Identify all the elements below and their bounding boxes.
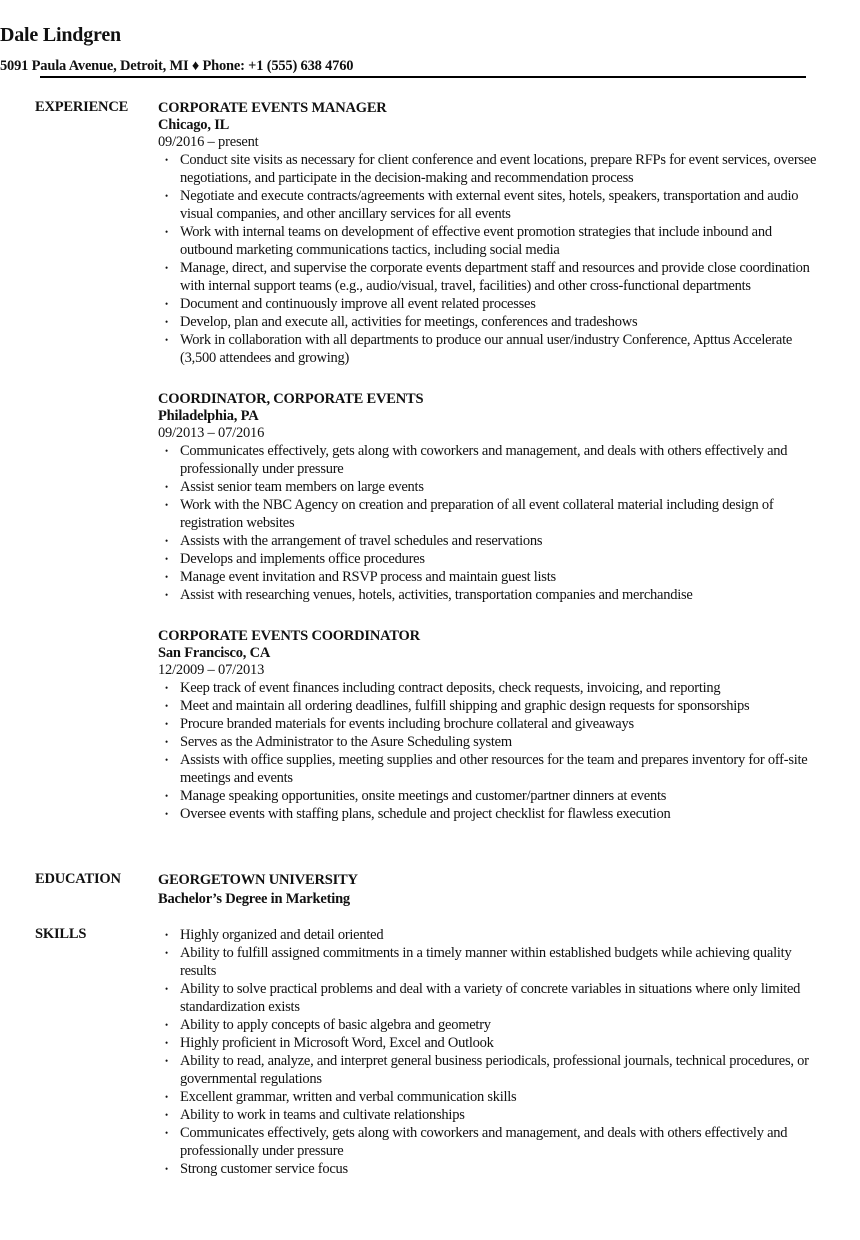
list-item bbox=[158, 478, 818, 496]
bullet-icon: • bbox=[165, 755, 168, 765]
list-item-text: Work with the NBC Agency on creation and preparation of all event collateral material including design of registration websites bbox=[180, 497, 774, 531]
bullet-icon: • bbox=[165, 155, 168, 165]
list-item-text: Assist senior team members on large events bbox=[180, 479, 424, 495]
list-item bbox=[158, 805, 818, 823]
list-item-text: Negotiate and execute contracts/agreements with external event sites, hotels, speakers, transportation and audio visual companies, and other ancillary services for all events bbox=[180, 188, 799, 222]
list-item-text: Manage speaking opportunities, onsite meetings and customer/partner dinners at events bbox=[180, 788, 667, 804]
bullet-icon: • bbox=[165, 1164, 168, 1174]
education-degree: Bachelor’s Degree in Marketing bbox=[158, 891, 350, 907]
bullet-icon: • bbox=[165, 335, 168, 345]
experience-list bbox=[158, 99, 818, 846]
list-item-text: Procure branded materials for events including brochure collateral and giveaways bbox=[180, 716, 634, 732]
bullet-icon: • bbox=[165, 572, 168, 582]
job-location: Philadelphia, PA bbox=[158, 408, 259, 424]
list-item-text: Assist with researching venues, hotels, activities, transportation companies and merchandise bbox=[180, 587, 693, 603]
list-item bbox=[158, 1160, 818, 1178]
contact-info: 5091 Paula Avenue, Detroit, MI ♦ Phone: +1 (555) 638 4760 bbox=[0, 58, 354, 74]
list-item bbox=[158, 568, 818, 586]
bullet-icon: • bbox=[165, 317, 168, 327]
list-item-text: Highly proficient in Microsoft Word, Excel and Outlook bbox=[180, 1035, 494, 1051]
bullet-icon: • bbox=[165, 683, 168, 693]
bullet-icon: • bbox=[165, 1128, 168, 1138]
list-item bbox=[158, 980, 818, 1016]
job-entry bbox=[158, 390, 818, 604]
list-item bbox=[158, 679, 818, 697]
candidate-name: Dale Lindgren bbox=[0, 24, 121, 46]
list-item-text: Ability to fulfill assigned commitments in a timely manner within established budgets while achieving quality results bbox=[180, 945, 792, 979]
list-item-text: Communicates effectively, gets along with coworkers and management, and deals with others effectively and professionally under pressure bbox=[180, 443, 788, 477]
list-item bbox=[158, 442, 818, 478]
list-item bbox=[158, 926, 818, 944]
bullet-icon: • bbox=[165, 536, 168, 546]
list-item bbox=[158, 1124, 818, 1160]
list-item-text: Manage, direct, and supervise the corporate events department staff and resources and provide close coordination with internal support teams (e.g., audio/visual, travel, facilities) and other cross-functional departments bbox=[180, 260, 810, 294]
bullet-icon: • bbox=[165, 791, 168, 801]
job-bullets bbox=[158, 442, 818, 604]
bullet-icon: • bbox=[165, 1038, 168, 1048]
list-item-text: Highly organized and detail oriented bbox=[180, 927, 384, 943]
bullet-icon: • bbox=[165, 984, 168, 994]
list-item-text: Ability to solve practical problems and deal with a variety of concrete variables in situations where only limited standardization exists bbox=[180, 981, 801, 1015]
list-item-text: Document and continuously improve all event related processes bbox=[180, 296, 536, 312]
list-item-text: Ability to apply concepts of basic algebra and geometry bbox=[180, 1017, 491, 1033]
list-item bbox=[158, 313, 818, 331]
bullet-icon: • bbox=[165, 299, 168, 309]
bullet-icon: • bbox=[165, 554, 168, 564]
job-dates: 09/2016 – present bbox=[158, 134, 259, 150]
job-bullets bbox=[158, 151, 818, 367]
bullet-icon: • bbox=[165, 191, 168, 201]
bullet-icon: • bbox=[165, 263, 168, 273]
job-location: Chicago, IL bbox=[158, 117, 230, 133]
list-item bbox=[158, 223, 818, 259]
list-item-text: Work in collaboration with all departments to produce our annual user/industry Conference, Apttus Accelerate (3,500 attendees and growing) bbox=[180, 332, 793, 366]
header-divider bbox=[40, 76, 806, 78]
list-item bbox=[158, 751, 818, 787]
list-item bbox=[158, 550, 818, 568]
list-item-text: Oversee events with staffing plans, schedule and project checklist for flawless execution bbox=[180, 806, 671, 822]
list-item-text: Strong customer service focus bbox=[180, 1161, 348, 1177]
list-item bbox=[158, 259, 818, 295]
list-item bbox=[158, 944, 818, 980]
list-item-text: Work with internal teams on development of effective event promotion strategies that include inbound and outbound marketing communications tactics, including social media bbox=[180, 224, 772, 258]
job-title: COORDINATOR, CORPORATE EVENTS bbox=[158, 391, 424, 407]
job-entry bbox=[158, 627, 818, 823]
bullet-icon: • bbox=[165, 1110, 168, 1120]
job-dates: 12/2009 – 07/2013 bbox=[158, 662, 265, 678]
bullet-icon: • bbox=[165, 482, 168, 492]
list-item-text: Develops and implements office procedures bbox=[180, 551, 425, 567]
skills-list bbox=[158, 926, 818, 1178]
bullet-icon: • bbox=[165, 590, 168, 600]
bullet-icon: • bbox=[165, 948, 168, 958]
bullet-icon: • bbox=[165, 500, 168, 510]
list-item bbox=[158, 151, 818, 187]
skills-entry bbox=[158, 926, 818, 1178]
bullet-icon: • bbox=[165, 227, 168, 237]
job-title: CORPORATE EVENTS COORDINATOR bbox=[158, 628, 420, 644]
bullet-icon: • bbox=[165, 1056, 168, 1066]
list-item-text: Assists with the arrangement of travel schedules and reservations bbox=[180, 533, 543, 549]
list-item-text: Communicates effectively, gets along with coworkers and management, and deals with others effectively and professionally under pressure bbox=[180, 1125, 788, 1159]
list-item bbox=[158, 715, 818, 733]
education-entry bbox=[158, 871, 818, 909]
list-item bbox=[158, 586, 818, 604]
section-label-education: EDUCATION bbox=[35, 871, 121, 887]
list-item-text: Ability to work in teams and cultivate relationships bbox=[180, 1107, 465, 1123]
job-location: San Francisco, CA bbox=[158, 645, 271, 661]
list-item-text: Ability to read, analyze, and interpret general business periodicals, professional journals, technical procedures, or governmental regulations bbox=[180, 1053, 809, 1087]
list-item-text: Keep track of event finances including contract deposits, check requests, invoicing, and reporting bbox=[180, 680, 721, 696]
job-dates: 09/2013 – 07/2016 bbox=[158, 425, 265, 441]
bullet-icon: • bbox=[165, 719, 168, 729]
bullet-icon: • bbox=[165, 737, 168, 747]
education-school: GEORGETOWN UNIVERSITY bbox=[158, 872, 358, 888]
list-item bbox=[158, 532, 818, 550]
bullet-icon: • bbox=[165, 1092, 168, 1102]
list-item bbox=[158, 1034, 818, 1052]
list-item-text: Develop, plan and execute all, activities for meetings, conferences and tradeshows bbox=[180, 314, 638, 330]
list-item-text: Meet and maintain all ordering deadlines, fulfill shipping and graphic design requests for sponsorships bbox=[180, 698, 750, 714]
bullet-icon: • bbox=[165, 809, 168, 819]
list-item bbox=[158, 697, 818, 715]
job-title: CORPORATE EVENTS MANAGER bbox=[158, 100, 387, 116]
list-item-text: Manage event invitation and RSVP process and maintain guest lists bbox=[180, 569, 556, 585]
section-label-skills: SKILLS bbox=[35, 926, 87, 942]
list-item bbox=[158, 787, 818, 805]
list-item-text: Assists with office supplies, meeting supplies and other resources for the team and prepares inventory for off-site meetings and events bbox=[180, 752, 808, 786]
list-item bbox=[158, 496, 818, 532]
list-item bbox=[158, 331, 818, 367]
list-item bbox=[158, 1016, 818, 1034]
bullet-icon: • bbox=[165, 701, 168, 711]
list-item-text: Excellent grammar, written and verbal communication skills bbox=[180, 1089, 517, 1105]
bullet-icon: • bbox=[165, 1020, 168, 1030]
job-bullets bbox=[158, 679, 818, 823]
list-item bbox=[158, 295, 818, 313]
job-entry bbox=[158, 99, 818, 367]
bullet-icon: • bbox=[165, 930, 168, 940]
list-item bbox=[158, 1106, 818, 1124]
list-item bbox=[158, 1052, 818, 1088]
section-label-experience: EXPERIENCE bbox=[35, 99, 129, 115]
list-item bbox=[158, 733, 818, 751]
list-item-text: Serves as the Administrator to the Asure Scheduling system bbox=[180, 734, 512, 750]
list-item bbox=[158, 1088, 818, 1106]
bullet-icon: • bbox=[165, 446, 168, 456]
list-item-text: Conduct site visits as necessary for client conference and event locations, prepare RFPs for event services, oversee negotiations, and participate in the decision-making and recommendation process bbox=[180, 152, 817, 186]
list-item bbox=[158, 187, 818, 223]
